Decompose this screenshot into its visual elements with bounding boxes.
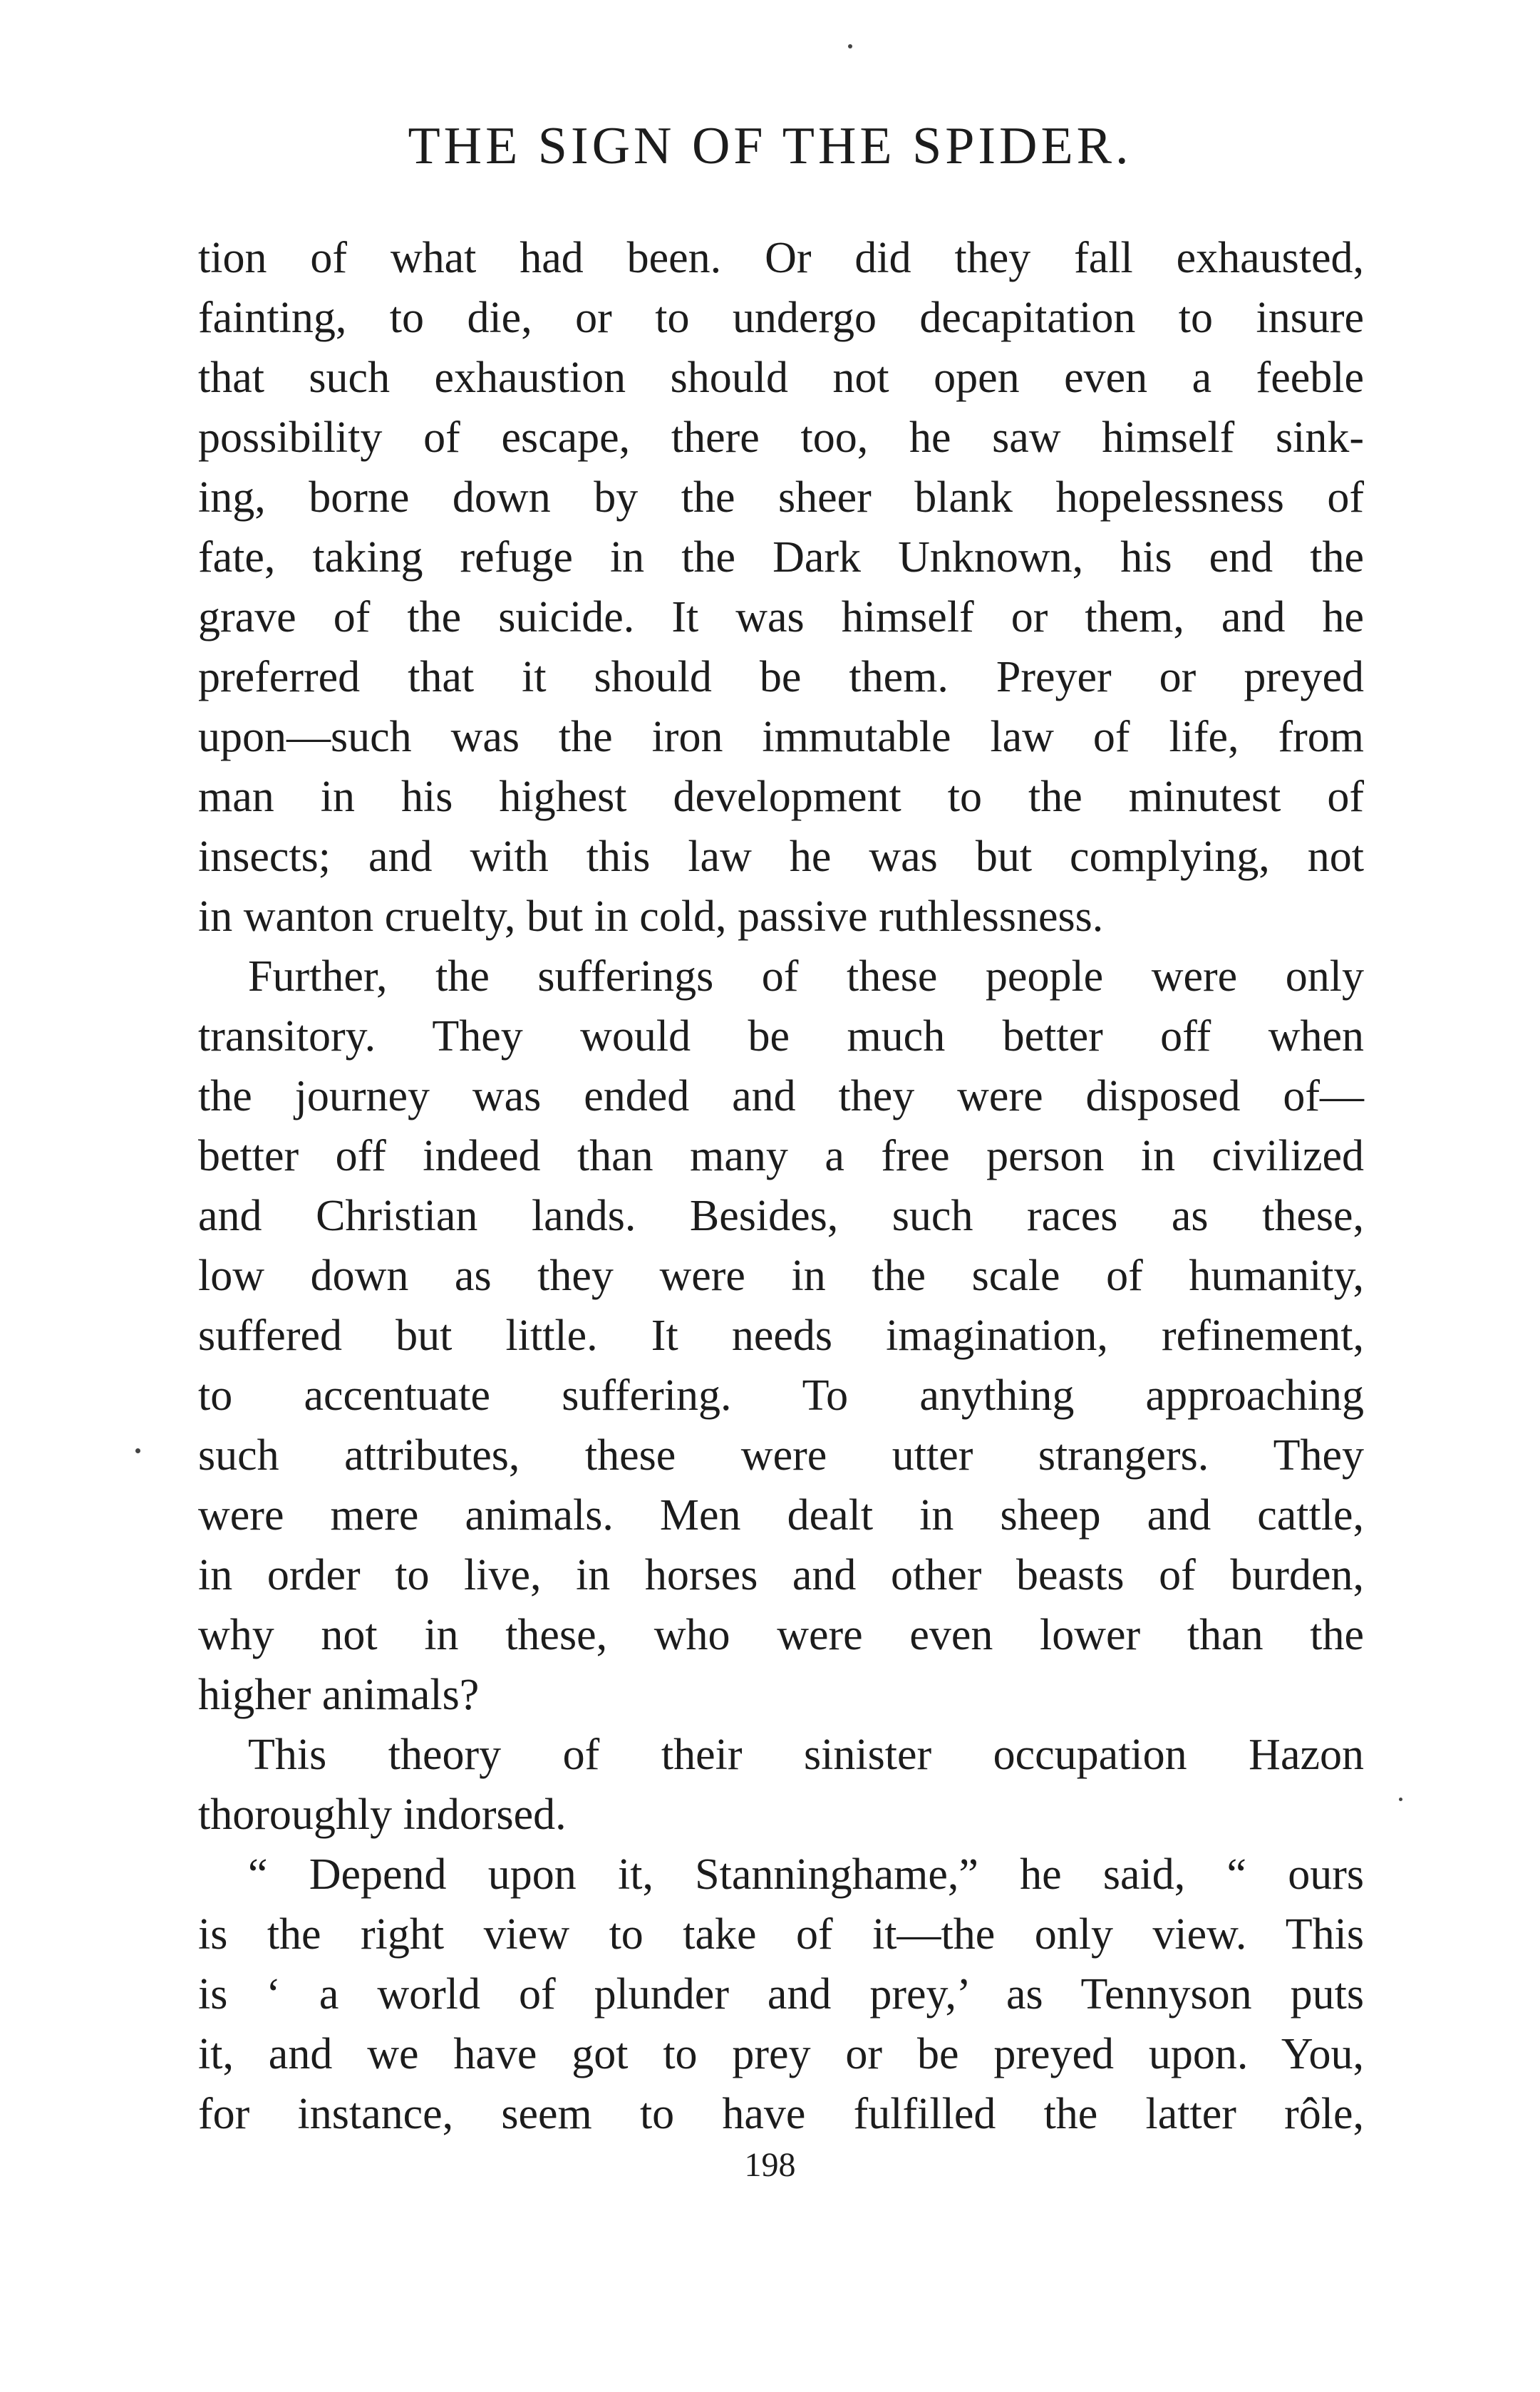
text-line: better off indeed than many a free person in civilized — [198, 1132, 1364, 1180]
text-line: to accentuate suffering. To anything approaching — [198, 1371, 1364, 1420]
scan-speck — [848, 44, 852, 48]
scan-speck — [135, 1448, 140, 1453]
text-line: grave of the suicide. It was himself or them, and he — [198, 593, 1364, 641]
paragraph-start-line: This theory of their sinister occupation Hazon — [248, 1731, 1364, 1779]
text-line: low down as they were in the scale of humanity, — [198, 1252, 1364, 1300]
text-line: man in his highest development to the minutest of — [198, 773, 1364, 821]
text-line: such attributes, these were utter strangers. They — [198, 1431, 1364, 1480]
text-line: thoroughly indorsed. — [198, 1790, 567, 1839]
text-line: that such exhaustion should not open even a feeble — [198, 354, 1364, 402]
text-line: for instance, seem to have fulfilled the latter rôle, — [198, 2090, 1364, 2138]
page-number: 198 — [744, 2146, 796, 2184]
text-line: transitory. They would be much better off when — [198, 1012, 1364, 1061]
text-line: is ‘ a world of plunder and prey,’ as Tennyson puts — [198, 1970, 1364, 2019]
text-line: suffered but little. It needs imagination, refinement, — [198, 1311, 1364, 1360]
body-text — [198, 228, 1364, 2144]
text-line: and Christian lands. Besides, such races as these, — [198, 1192, 1364, 1240]
text-line: in wanton cruelty, but in cold, passive ruthlessness. — [198, 892, 1104, 941]
text-line: fainting, to die, or to undergo decapitation to insure — [198, 294, 1364, 342]
text-line: in order to live, in horses and other beasts of burden, — [198, 1551, 1364, 1599]
text-line: fate, taking refuge in the Dark Unknown, his end the — [198, 533, 1364, 582]
text-line: is the right view to take of it—the only view. This — [198, 1910, 1364, 1959]
paragraph-start-line: “ Depend upon it, Stanninghame,” he said, “ ours — [248, 1850, 1364, 1899]
text-line: higher animals? — [198, 1671, 480, 1719]
text-line: insects; and with this law he was but complying, not — [198, 832, 1364, 881]
text-line: ing, borne down by the sheer blank hopelessness of — [198, 473, 1364, 522]
text-line: why not in these, who were even lower than the — [198, 1611, 1364, 1659]
text-line: tion of what had been. Or did they fall exhausted, — [198, 234, 1364, 282]
text-line: the journey was ended and they were disposed of— — [198, 1072, 1364, 1120]
text-line: it, and we have got to prey or be preyed upon. You, — [198, 2030, 1364, 2078]
text-line: possibility of escape, there too, he saw himself sink- — [198, 413, 1364, 462]
running-title: THE SIGN OF THE SPIDER. — [408, 117, 1132, 175]
text-line: were mere animals. Men dealt in sheep and cattle, — [198, 1491, 1364, 1540]
text-line: preferred that it should be them. Preyer or preyed — [198, 653, 1364, 701]
paragraph-start-line: Further, the sufferings of these people were only — [248, 952, 1364, 1001]
scan-speck — [1399, 1798, 1402, 1801]
text-line: upon—such was the iron immutable law of life, from — [198, 713, 1364, 761]
